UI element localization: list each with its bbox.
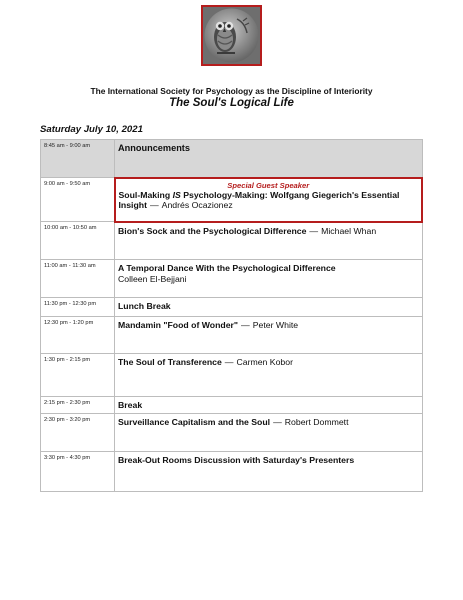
event-title: A Temporal Dance With the Psychological Difference: [118, 263, 336, 273]
owl-coin-logo: [201, 5, 262, 66]
event-cell: [115, 413, 423, 451]
schedule-row: [41, 451, 423, 491]
time-cell: 10:00 am - 10:50 am: [41, 222, 115, 260]
owl-icon: [203, 7, 260, 64]
time-cell: 2:15 pm - 2:30 pm: [41, 397, 115, 414]
schedule-row: [41, 178, 423, 222]
event-cell: [115, 451, 423, 491]
dash: —: [241, 320, 250, 330]
schedule-row: [41, 260, 423, 298]
event-cell: [115, 298, 423, 317]
event-title: Lunch Break: [118, 301, 171, 311]
event-cell: [115, 222, 423, 260]
dash: —: [149, 200, 159, 211]
time-cell: 3:30 pm - 4:30 pm: [41, 451, 115, 491]
event-title: Break-Out Rooms Discussion with Saturday's Presenters: [118, 454, 355, 465]
time-cell: 8:45 am - 9:00 am: [41, 140, 115, 178]
dash: —: [309, 225, 319, 236]
schedule-row: [41, 222, 423, 260]
dash: —: [273, 416, 282, 427]
schedule-table: [40, 139, 423, 492]
organization-name: The International Society for Psychology as the Discipline of Interiority: [90, 86, 373, 96]
time-cell: 1:30 pm - 2:15 pm: [41, 354, 115, 397]
schedule-row: [41, 298, 423, 317]
schedule-row: [41, 317, 423, 354]
event-title: The Soul of Transference: [118, 357, 222, 367]
time-cell: 9:00 am - 9:50 am: [41, 178, 115, 222]
time-cell: 11:00 am - 11:30 am: [41, 260, 115, 298]
event-cell: [115, 397, 423, 414]
conference-subtitle: The Soul's Logical Life: [169, 97, 294, 109]
event-title: Soul-Making IS Psychology-Making: Wolfgang Giegerich's Essential Insight: [118, 189, 400, 211]
event-cell: [115, 140, 423, 178]
event-title: Announcements: [118, 143, 190, 153]
presenter-name: Carmen Kobor: [236, 357, 293, 367]
time-cell: 11:30 pm - 12:30 pm: [41, 298, 115, 317]
time-cell: 12:30 pm - 1:20 pm: [41, 317, 115, 354]
event-cell-special: [115, 178, 423, 222]
special-guest-label: Special Guest Speaker: [227, 180, 310, 190]
event-cell: [115, 260, 423, 298]
presenter-name: Michael Whan: [321, 225, 377, 236]
schedule-row: [41, 397, 423, 414]
schedule-row: [41, 354, 423, 397]
time-cell: 2:30 pm - 3:20 pm: [41, 413, 115, 451]
event-title: Bion's Sock and the Psychological Difference: [118, 225, 307, 236]
event-title: Break: [118, 400, 143, 410]
event-cell: [115, 354, 423, 397]
dash: —: [224, 357, 234, 367]
event-title: Surveillance Capitalism and the Soul: [118, 416, 271, 427]
presenter-name: Colleen El-Bejjani: [118, 273, 187, 284]
schedule-row: [41, 140, 423, 178]
schedule-date: Saturday July 10, 2021: [40, 124, 143, 135]
event-cell: [115, 317, 423, 354]
presenter-name: Peter White: [252, 320, 299, 330]
presenter-name: Andrés Ocazionez: [161, 200, 233, 211]
presenter-name: Robert Dommett: [284, 416, 349, 427]
schedule-row: [41, 413, 423, 451]
event-title: Mandamin "Food of Wonder": [118, 320, 239, 330]
